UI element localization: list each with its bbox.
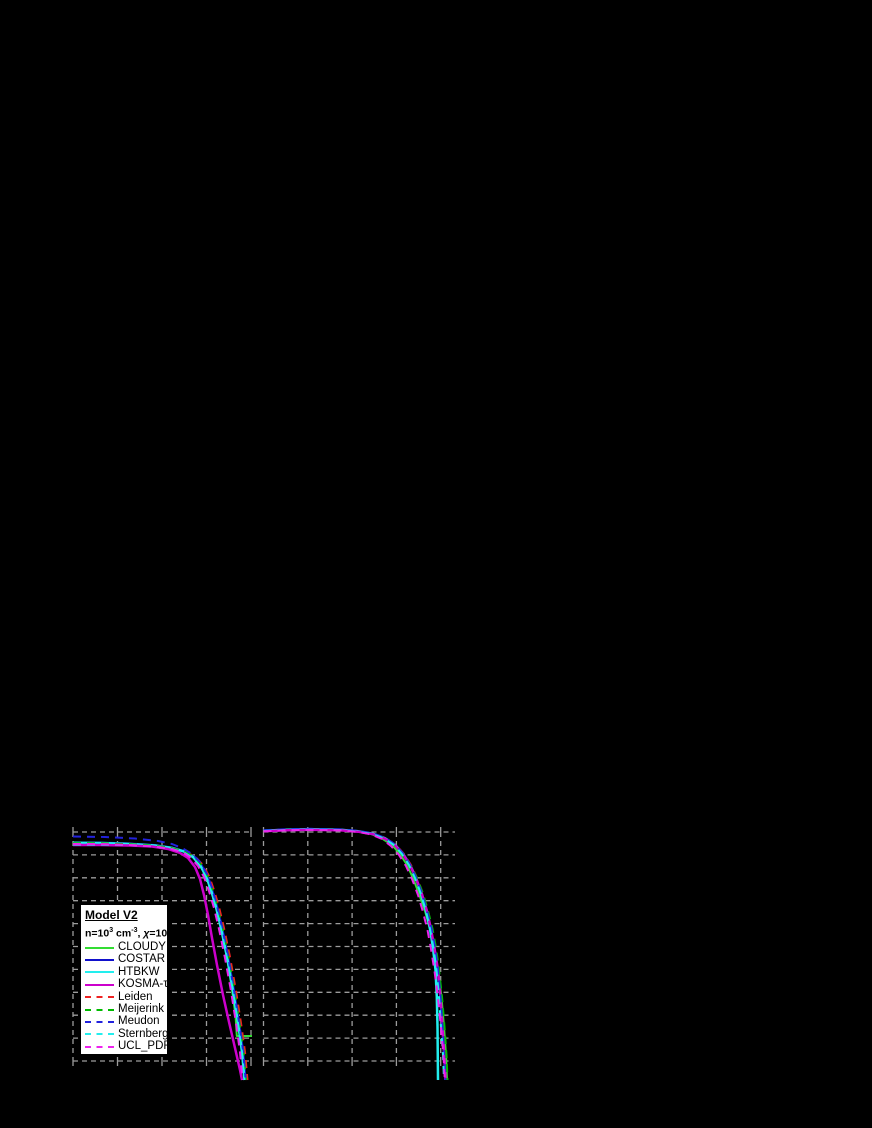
legend-title: Model V2 [85,908,138,922]
legend-items [85,940,172,1054]
legend-item-label: Sternberg [118,1027,169,1040]
param-separator: , [137,927,144,940]
legend-line-sample [85,996,114,998]
legend-line-sample [85,959,114,961]
legend-item [85,1016,167,1028]
param-unit: cm [113,927,132,940]
param-chi-exp: 5 [167,927,172,934]
param-unit-exp: -3 [131,927,138,934]
legend-item [85,1040,172,1053]
legend-line-sample [85,984,114,986]
legend-line-sample [85,971,114,973]
legend-item-label: KOSMA-τ [118,978,168,991]
legend-item-label: COSTAR [118,953,166,966]
legend-item-label: Leiden [118,990,153,1003]
legend-line-sample [85,947,114,949]
legend-item-label: Meijerink [118,1002,165,1015]
legend-item [85,954,167,966]
legend-line-sample [85,1033,114,1035]
legend-line-sample [85,1046,114,1048]
legend-line-sample [85,1021,114,1023]
legend-item [85,966,167,978]
legend-item [85,942,167,954]
legend-line-sample [85,1009,114,1011]
param-n: n=10 [85,927,110,940]
legend-item-label: HTBKW [118,965,160,978]
param-n-exp: 3 [109,927,114,934]
legend-item-label: Meudon [118,1015,160,1028]
legend-model-params [85,924,172,941]
legend-item-label: UCL_PDR [118,1040,172,1053]
legend-item [85,979,167,991]
legend-item [85,991,167,1003]
legend-item [85,1003,167,1015]
legend-item-label: CLOUDY [118,940,166,953]
legend-item [85,1028,167,1040]
chi-symbol: χ [143,927,150,940]
plot-legend [80,904,172,1055]
param-chi-eq: =10 [149,927,168,940]
